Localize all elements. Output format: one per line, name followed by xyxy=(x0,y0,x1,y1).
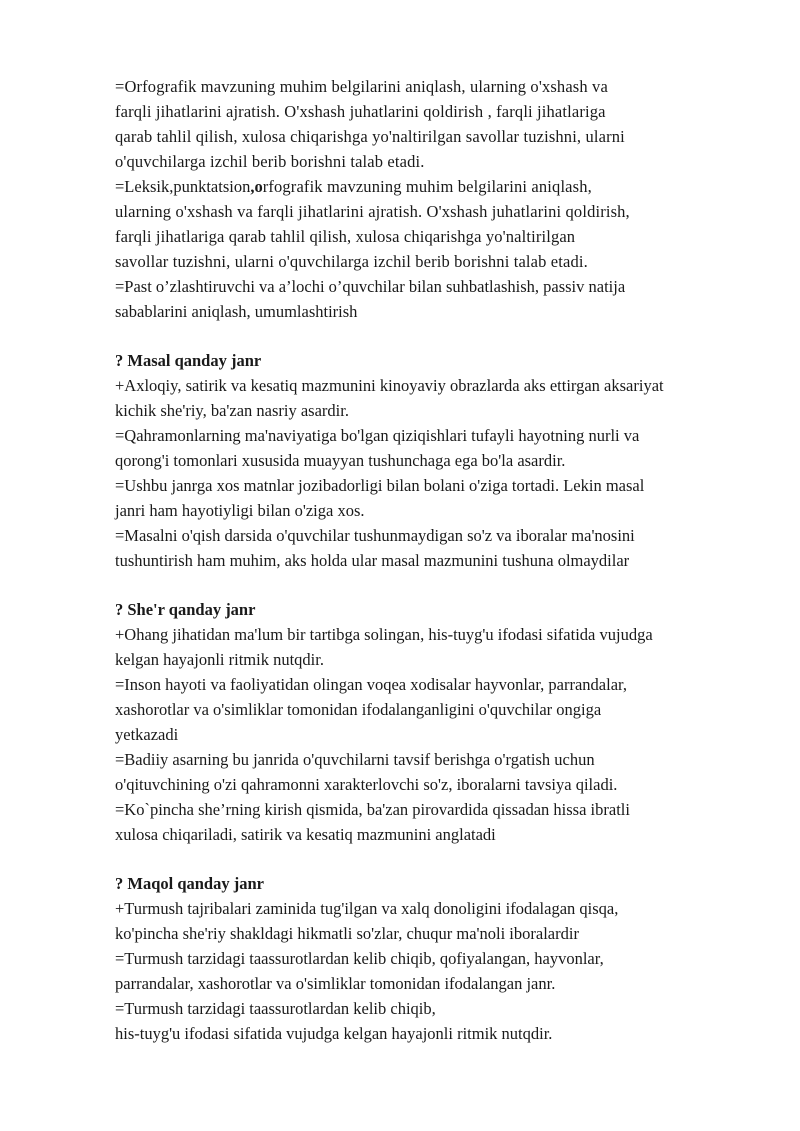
text-line: savollar tuzishni, ularni o'quvchilarga izchil berib borishni talab etadi. xyxy=(115,252,588,271)
text-line: tushuntirish ham muhim, aks holda ular masal mazmunini tushuna olmaydilar xyxy=(115,551,630,570)
document-page xyxy=(115,74,755,1046)
question-heading: ? Masal qanday janr xyxy=(115,351,262,370)
text-line: +Ohang jihatidan ma'lum bir tartibga solingan, his-tuyg'u ifodasi sifatida vujudga xyxy=(115,625,653,644)
question-block-maqol xyxy=(115,871,755,1046)
text-line: kelgan hayajonli ritmik nutqdir. xyxy=(115,650,324,669)
paragraph-gap xyxy=(115,324,755,348)
text-line: kichik she'riy, ba'zan nasriy asardir. xyxy=(115,401,349,420)
text-segment-bold: ,o xyxy=(250,177,263,196)
question-heading: ? Maqol qanday janr xyxy=(115,874,264,893)
text-line: =Masalni o'qish darsida o'quvchilar tushunmaydigan so'z va iboralar ma'nosini xyxy=(115,526,635,545)
question-block-sher xyxy=(115,597,755,847)
text-line: qorong'i tomonlari xususida muayyan tushunchaga ega bo'la asardir. xyxy=(115,451,566,470)
text-line: qarab tahlil qilish, xulosa chiqarishga yo'naltirilgan savollar tuzishni, ularni xyxy=(115,127,625,146)
text-line: =Qahramonlarning ma'naviyatiga bo'lgan qiziqishlari tufayli hayotning nurli va xyxy=(115,426,640,445)
question-block-masal xyxy=(115,348,755,573)
text-line: =Turmush tarzidagi taassurotlardan kelib chiqib, qofiyalangan, hayvonlar, xyxy=(115,949,604,968)
text-line: farqli jihatlariga qarab tahlil qilish, xulosa chiqarishga yo'naltirilgan xyxy=(115,227,576,246)
text-line: sabablarini aniqlash, umumlashtirish xyxy=(115,302,358,321)
text-line xyxy=(115,174,755,199)
text-line: ularning o'xshash va farqli jihatlarini ajratish. O'xshash juhatlarini qoldirish, xyxy=(115,202,630,221)
text-line: =Orfografik mavzuning muhim belgilarini aniqlash, ularning o'xshash va xyxy=(115,77,608,96)
text-line: =Turmush tarzidagi taassurotlardan kelib chiqib, xyxy=(115,999,436,1018)
text-line: o'qituvchining o'zi qahramonni xarakterlovchi so'z, iboralarni tavsiya qiladi. xyxy=(115,775,618,794)
text-line: o'quvchilarga izchil berib borishni talab etadi. xyxy=(115,152,425,171)
text-line: =Inson hayoti va faoliyatidan olingan voqea xodisalar hayvonlar, parrandalar, xyxy=(115,675,627,694)
text-line: janri ham hayotiyligi bilan o'ziga xos. xyxy=(115,501,365,520)
text-line: yetkazadi xyxy=(115,725,179,744)
text-line: xashorotlar va o'simliklar tomonidan ifodalanganligini o'quvchilar ongiga xyxy=(115,700,602,719)
text-line: ko'pincha she'riy shakldagi hikmatli so'zlar, chuqur ma'noli iboralardir xyxy=(115,924,579,943)
answer-block-orfografik xyxy=(115,74,755,324)
text-segment: =Leksik,punktatsion xyxy=(115,177,251,196)
text-line: +Axloqiy, satirik va kesatiq mazmunini kinoyaviy obrazlarda aks ettirgan aksariyat xyxy=(115,376,664,395)
text-line: =Ushbu janrga xos matnlar jozibadorligi bilan bolani o'ziga tortadi. Lekin masal xyxy=(115,476,645,495)
text-line: +Turmush tajribalari zaminida tug'ilgan va xalq donoligini ifodalagan qisqa, xyxy=(115,899,619,918)
text-line: xulosa chiqariladi, satirik va kesatiq mazmunini anglatadi xyxy=(115,825,496,844)
text-line: =Badiiy asarning bu janrida o'quvchilarni tavsif berishga o'rgatish uchun xyxy=(115,750,595,769)
text-line: his-tuyg'u ifodasi sifatida vujudga kelgan hayajonli ritmik nutqdir. xyxy=(115,1024,553,1043)
paragraph-gap xyxy=(115,847,755,871)
text-line: farqli jihatlarini ajratish. O'xshash juhatlarini qoldirish , farqli jihatlariga xyxy=(115,102,606,121)
text-segment: rfografik mavzuning muhim belgilarini aniqlash, xyxy=(262,177,592,196)
text-line: =Past o’zlashtiruvchi va a’lochi o’quvchilar bilan suhbatlashish, passiv natija xyxy=(115,277,626,296)
paragraph-gap xyxy=(115,573,755,597)
text-line: parrandalar, xashorotlar va o'simliklar tomonidan ifodalangan janr. xyxy=(115,974,556,993)
text-line: =Ko`pincha she’rning kirish qismida, ba'zan pirovardida qissadan hissa ibratli xyxy=(115,800,630,819)
question-heading: ? She'r qanday janr xyxy=(115,600,256,619)
